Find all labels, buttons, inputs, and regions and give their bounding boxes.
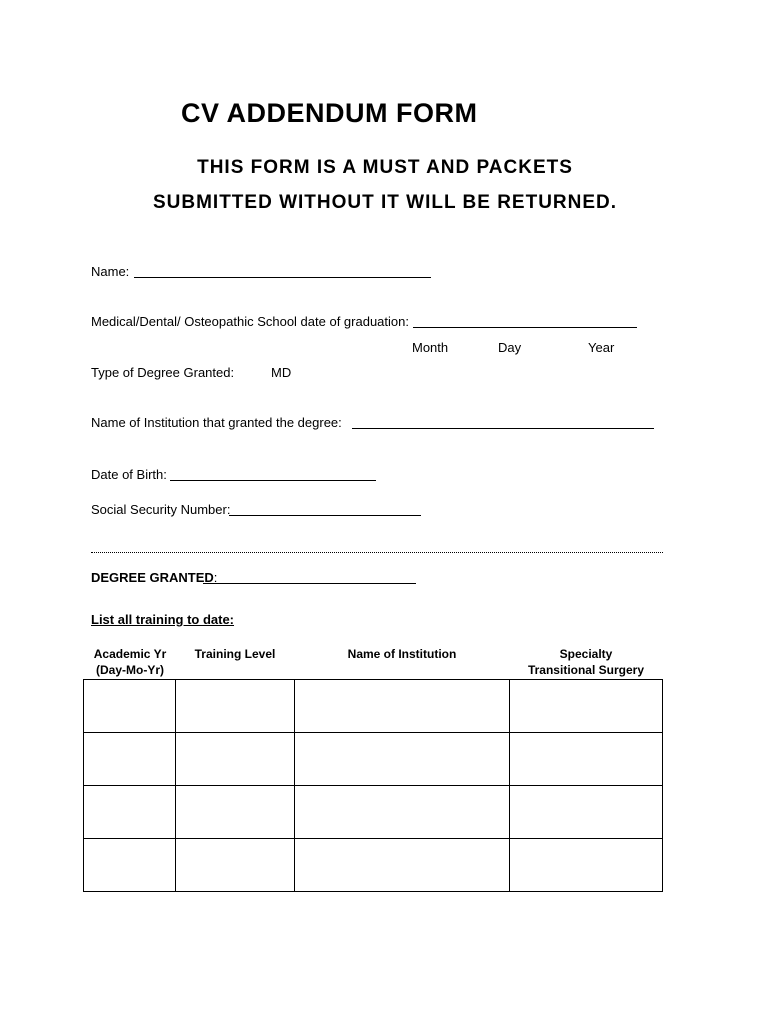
degree-granted-colon: :	[213, 570, 218, 585]
table-cell[interactable]	[84, 680, 176, 733]
ssn-label: Social Security Number:	[91, 502, 231, 517]
col-header-academic-yr-line2: (Day-Mo-Yr)	[96, 663, 164, 677]
col-header-specialty-line1: Specialty	[559, 647, 613, 661]
table-cell[interactable]	[295, 786, 510, 839]
form-title: CV ADDENDUM FORM	[181, 98, 478, 128]
dotted-separator	[91, 552, 663, 553]
training-table	[83, 679, 663, 892]
year-label: Year	[588, 340, 615, 355]
table-cell[interactable]	[510, 680, 663, 733]
col-header-training-level: Training Level	[194, 647, 276, 661]
col-header-specialty	[510, 646, 662, 678]
table-cell[interactable]	[84, 786, 176, 839]
degree-granted-label	[91, 570, 217, 585]
training-heading: List all training to date:	[91, 612, 235, 627]
name-label: Name:	[91, 264, 130, 279]
subtitle-line-2: SUBMITTED WITHOUT IT WILL BE RETURNED.	[152, 192, 618, 213]
subtitle-line-1: THIS FORM IS A MUST AND PACKETS	[197, 157, 573, 178]
table-cell[interactable]	[510, 786, 663, 839]
month-label: Month	[412, 340, 449, 355]
table-cell[interactable]	[176, 680, 295, 733]
degree-type-label: Type of Degree Granted:	[91, 365, 235, 380]
table-cell[interactable]	[176, 839, 295, 892]
table-row	[84, 680, 663, 733]
institution-label: Name of Institution that granted the degree:	[91, 415, 342, 430]
col-header-institution: Name of Institution	[347, 647, 457, 661]
graduation-label: Medical/Dental/ Osteopathic School date of graduation:	[91, 314, 409, 329]
table-cell[interactable]	[176, 786, 295, 839]
table-cell[interactable]	[295, 680, 510, 733]
table-cell[interactable]	[295, 839, 510, 892]
col-header-academic-yr-line1: Academic Yr	[93, 647, 167, 661]
degree-type-value: MD	[271, 365, 292, 380]
name-field[interactable]	[134, 277, 431, 278]
table-row	[84, 839, 663, 892]
table-cell[interactable]	[295, 733, 510, 786]
table-cell[interactable]	[84, 733, 176, 786]
ssn-field[interactable]	[229, 515, 421, 516]
col-header-academic-yr	[84, 646, 176, 678]
graduation-date-field[interactable]	[413, 327, 637, 328]
table-cell[interactable]	[176, 733, 295, 786]
dob-label: Date of Birth:	[91, 467, 167, 482]
table-cell[interactable]	[510, 733, 663, 786]
institution-field[interactable]	[352, 428, 654, 429]
degree-granted-text: DEGREE GRANTED	[91, 570, 214, 585]
degree-granted-field[interactable]	[203, 583, 416, 584]
table-row	[84, 733, 663, 786]
table-cell[interactable]	[84, 839, 176, 892]
dob-field[interactable]	[170, 480, 376, 481]
table-row	[84, 786, 663, 839]
col-header-specialty-line2: Transitional Surgery	[527, 663, 645, 677]
table-cell[interactable]	[510, 839, 663, 892]
day-label: Day	[498, 340, 522, 355]
